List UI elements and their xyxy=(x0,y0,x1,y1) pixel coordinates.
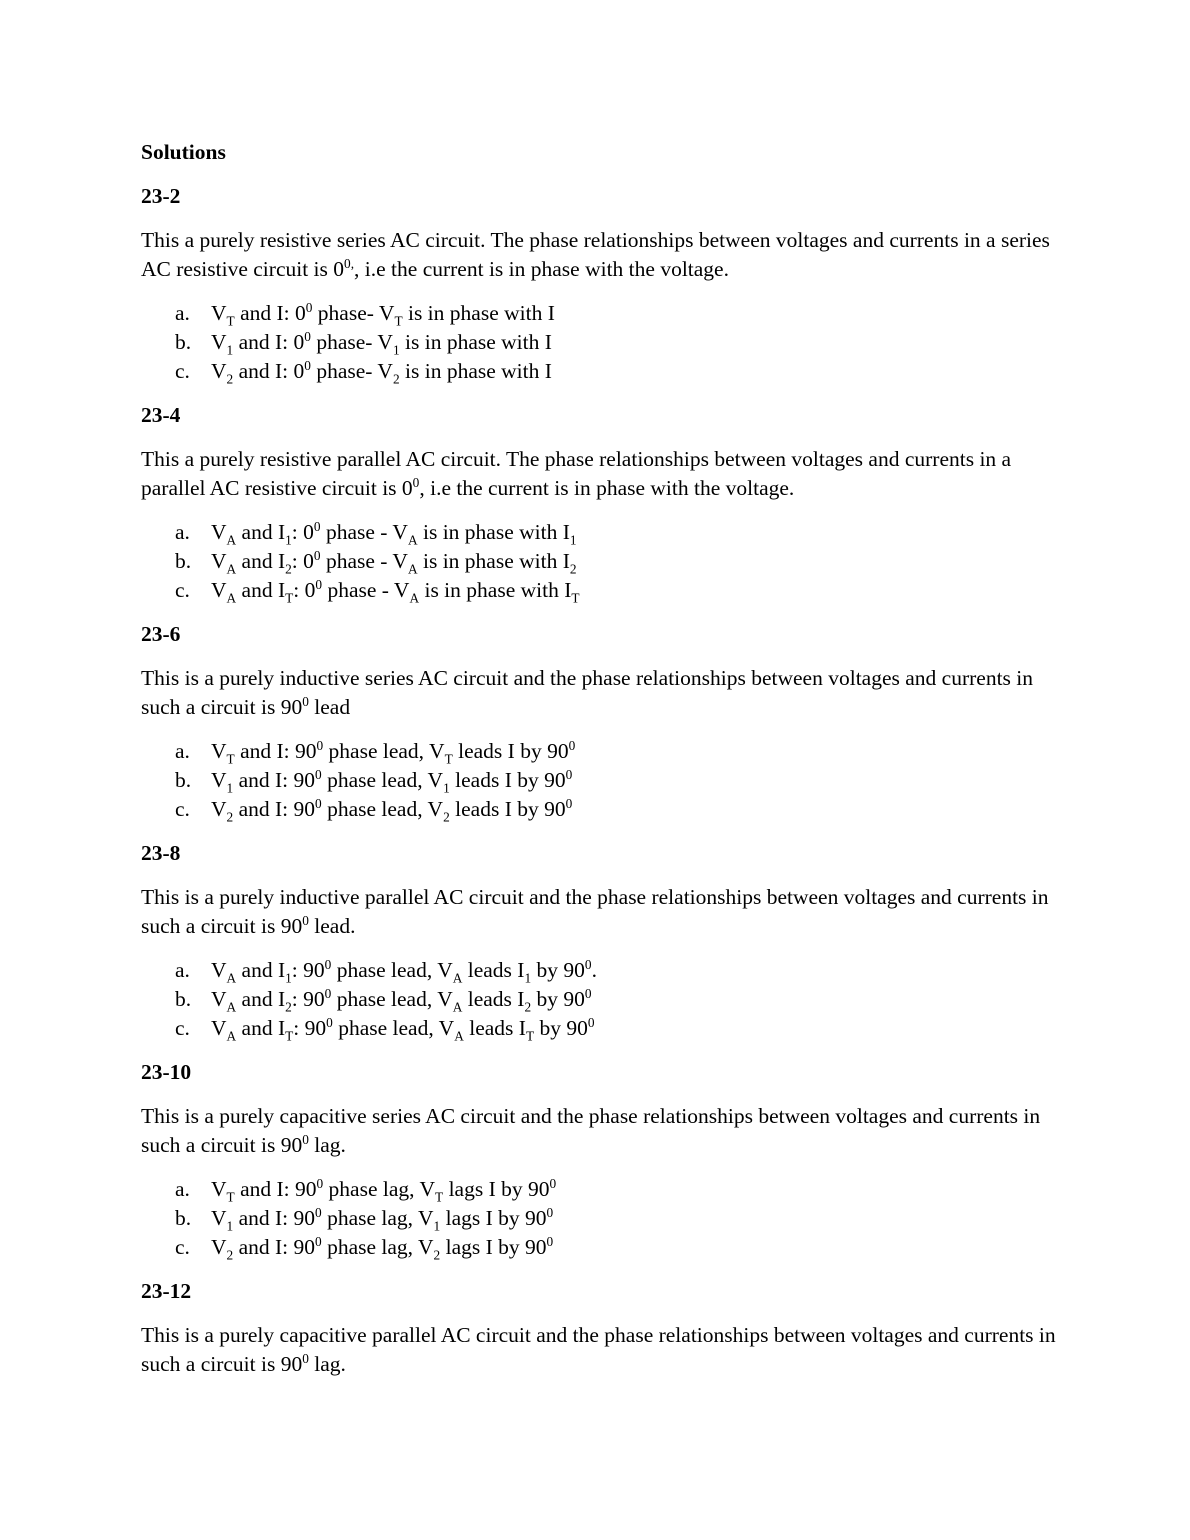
text-run: . xyxy=(591,958,597,982)
superscript: 0 xyxy=(568,737,576,753)
subscript: T xyxy=(226,1189,235,1205)
subscript: 1 xyxy=(285,970,292,986)
text-run: V xyxy=(211,520,227,544)
text-run: V xyxy=(211,549,227,573)
text-run: This is a purely inductive series AC circuit and the phase relationships between voltages and currents in such a circuit is 90 xyxy=(141,666,1034,719)
text-run: phase lead, V xyxy=(323,739,445,763)
answer-text xyxy=(211,299,1061,328)
answer-item xyxy=(141,1233,1061,1262)
subscript: T xyxy=(525,1028,535,1044)
superscript: 0 xyxy=(302,693,309,709)
text-run: phase lead, V xyxy=(331,987,453,1011)
section-heading: 23-2 xyxy=(141,184,181,208)
text-run: phase - V xyxy=(320,549,408,573)
text-run: and I xyxy=(236,987,286,1011)
list-marker: c. xyxy=(175,578,190,602)
superscript: 0 xyxy=(549,1175,557,1191)
answer-list xyxy=(141,299,1061,386)
subscript: 2 xyxy=(285,999,292,1015)
text-run: V xyxy=(211,958,227,982)
solution-section xyxy=(141,401,1061,605)
text-run: , i.e the current is in phase with the voltage. xyxy=(354,257,729,281)
text-run: leads I xyxy=(463,1016,526,1040)
text-run: V xyxy=(211,739,227,763)
list-marker: a. xyxy=(175,301,190,325)
text-run: V xyxy=(211,359,227,383)
text-run: phase lead, V xyxy=(321,768,444,792)
answer-item xyxy=(141,737,1061,766)
text-run: This is a purely inductive parallel AC circuit and the phase relationships between voltages and currents in such a circuit is 90 xyxy=(141,885,1049,938)
answer-item xyxy=(141,357,1061,386)
subscript: T xyxy=(285,590,294,606)
text-run: V xyxy=(211,1206,227,1230)
text-run: V xyxy=(211,987,227,1011)
answer-text xyxy=(211,328,1061,357)
subscript: T xyxy=(435,1189,444,1205)
section-paragraph xyxy=(141,445,1061,503)
text-run: V xyxy=(211,578,227,602)
text-run: V xyxy=(211,301,227,325)
text-run: lag. xyxy=(308,1133,346,1157)
subscript: T xyxy=(226,313,235,329)
superscript: 0 xyxy=(546,1233,554,1249)
section-heading: 23-4 xyxy=(141,403,181,427)
section-heading: 23-10 xyxy=(141,1060,192,1084)
subscript: A xyxy=(226,1028,237,1044)
text-run: is in phase with I xyxy=(399,330,552,354)
superscript: 0 xyxy=(546,1204,554,1220)
text-run: is in phase with I xyxy=(417,549,570,573)
subscript: 1 xyxy=(433,1218,441,1234)
text-run: phase- V xyxy=(310,359,393,383)
section-paragraph xyxy=(141,883,1061,941)
text-run: lag. xyxy=(308,1352,346,1376)
subscript: A xyxy=(452,999,463,1015)
text-run: phase - V xyxy=(320,520,408,544)
subscript: 1 xyxy=(285,532,292,548)
superscript: 0 xyxy=(313,518,321,534)
text-run: : 0 xyxy=(291,520,314,544)
list-marker: a. xyxy=(175,958,190,982)
text-run: , i.e the current is in phase with the voltage. xyxy=(419,476,795,500)
subscript: 1 xyxy=(226,342,234,358)
answer-text xyxy=(211,518,1061,547)
subscript: A xyxy=(226,999,237,1015)
list-marker: b. xyxy=(175,1206,192,1230)
answer-item xyxy=(141,518,1061,547)
subscript: A xyxy=(226,561,237,577)
solution-section xyxy=(141,1058,1061,1262)
answer-item xyxy=(141,547,1061,576)
superscript: 0 xyxy=(315,1233,322,1249)
superscript: 0 xyxy=(326,1014,333,1030)
subscript: 2 xyxy=(392,371,400,387)
subscript: 1 xyxy=(443,780,450,796)
text-run: leads I by 90 xyxy=(449,768,566,792)
subscript: T xyxy=(444,751,453,767)
subscript: T xyxy=(226,751,235,767)
superscript: 0 xyxy=(315,795,322,811)
answer-item xyxy=(141,576,1061,605)
answer-list xyxy=(141,518,1061,605)
subscript: A xyxy=(407,532,418,548)
superscript: 0, xyxy=(344,255,355,271)
subscript: 2 xyxy=(433,1247,441,1263)
subscript: T xyxy=(394,313,403,329)
superscript: 0 xyxy=(313,547,321,563)
superscript: 0 xyxy=(324,985,332,1001)
answer-list xyxy=(141,956,1061,1043)
text-run: and I: 90 xyxy=(233,797,316,821)
subscript: 2 xyxy=(569,561,577,577)
text-run: lead xyxy=(308,695,351,719)
text-run: and I xyxy=(236,1016,286,1040)
answer-text xyxy=(211,766,1061,795)
text-run: by 90 xyxy=(534,1016,588,1040)
answer-text xyxy=(211,547,1061,576)
list-marker: c. xyxy=(175,1235,190,1259)
answer-item xyxy=(141,328,1061,357)
text-run: This is a purely capacitive parallel AC circuit and the phase relationships between voltages and currents in such a circuit is 90 xyxy=(141,1323,1056,1376)
list-marker: b. xyxy=(175,549,192,573)
subscript: A xyxy=(409,590,420,606)
text-run: is in phase with I xyxy=(402,301,555,325)
subscript: A xyxy=(226,532,237,548)
text-run: and I: 0 xyxy=(234,301,306,325)
subscript: A xyxy=(452,970,463,986)
text-run: phase lag, V xyxy=(323,1177,436,1201)
text-run: is in phase with I xyxy=(417,520,570,544)
section-paragraph xyxy=(141,226,1061,284)
subscript: 2 xyxy=(285,561,292,577)
text-run: and I: 90 xyxy=(233,1235,316,1259)
superscript: 0 xyxy=(302,1131,309,1147)
superscript: 0 xyxy=(316,737,324,753)
text-run: lags I by 90 xyxy=(443,1177,550,1201)
text-run: leads I xyxy=(462,958,525,982)
text-run: phase- V xyxy=(310,330,393,354)
solution-section xyxy=(141,620,1061,824)
answer-text xyxy=(211,1204,1061,1233)
text-run: lags I by 90 xyxy=(440,1206,547,1230)
answer-item xyxy=(141,299,1061,328)
text-run: lead. xyxy=(308,914,356,938)
text-run: V xyxy=(211,768,227,792)
list-marker: a. xyxy=(175,520,190,544)
subscript: A xyxy=(407,561,418,577)
answer-text xyxy=(211,357,1061,386)
superscript: 0 xyxy=(324,956,332,972)
superscript: 0 xyxy=(584,956,592,972)
text-run: lags I by 90 xyxy=(440,1235,547,1259)
text-run: phase lead, V xyxy=(332,1016,455,1040)
text-run: V xyxy=(211,330,227,354)
section-heading: 23-8 xyxy=(141,841,181,865)
subscript: 2 xyxy=(226,1247,234,1263)
text-run: and I: 0 xyxy=(233,359,305,383)
section-heading: 23-12 xyxy=(141,1279,192,1303)
subscript: A xyxy=(226,590,237,606)
text-run: and I xyxy=(236,578,286,602)
superscript: 0 xyxy=(565,795,573,811)
text-run: and I: 90 xyxy=(234,739,317,763)
list-marker: c. xyxy=(175,1016,190,1040)
superscript: 0 xyxy=(315,766,322,782)
superscript: 0 xyxy=(302,912,309,928)
answer-item xyxy=(141,956,1061,985)
subscript: 2 xyxy=(524,999,532,1015)
section-heading: 23-6 xyxy=(141,622,181,646)
subscript: 2 xyxy=(226,809,234,825)
list-marker: b. xyxy=(175,987,192,1011)
text-run: : 90 xyxy=(293,1016,327,1040)
answer-text xyxy=(211,1175,1061,1204)
answer-item xyxy=(141,795,1061,824)
answer-item xyxy=(141,1204,1061,1233)
list-marker: a. xyxy=(175,1177,190,1201)
answer-text xyxy=(211,737,1061,766)
text-run: and I: 0 xyxy=(233,330,305,354)
text-run: V xyxy=(211,1016,227,1040)
superscript: 0 xyxy=(587,1014,595,1030)
text-run: phase lag, V xyxy=(321,1206,434,1230)
answer-item xyxy=(141,1014,1061,1043)
text-run: and I: 90 xyxy=(234,1177,317,1201)
page-title: Solutions xyxy=(141,140,226,164)
subscript: 2 xyxy=(226,371,234,387)
solution-section xyxy=(141,182,1061,386)
text-run: leads I by 90 xyxy=(452,739,569,763)
superscript: 0 xyxy=(304,357,311,373)
text-run: phase lead, V xyxy=(331,958,453,982)
text-run: V xyxy=(211,1177,227,1201)
text-run: : 0 xyxy=(293,578,316,602)
text-run: and I: 90 xyxy=(233,1206,316,1230)
list-marker: c. xyxy=(175,797,190,821)
superscript: 0 xyxy=(305,299,313,315)
list-marker: b. xyxy=(175,330,192,354)
subscript: 2 xyxy=(443,809,450,825)
text-run: : 0 xyxy=(291,549,314,573)
text-run: : 90 xyxy=(291,987,325,1011)
text-run: leads I by 90 xyxy=(449,797,566,821)
section-paragraph xyxy=(141,1321,1061,1379)
answer-text xyxy=(211,1014,1061,1043)
text-run: by 90 xyxy=(531,987,585,1011)
text-run: is in phase with I xyxy=(419,578,572,602)
answer-text xyxy=(211,795,1061,824)
text-run: This is a purely capacitive series AC circuit and the phase relationships between voltages and currents in such a circuit is 90 xyxy=(141,1104,1041,1157)
answer-list xyxy=(141,1175,1061,1262)
text-run: phase lead, V xyxy=(321,797,444,821)
text-run: and I xyxy=(236,520,286,544)
text-run: V xyxy=(211,1235,227,1259)
text-run: : 90 xyxy=(291,958,325,982)
subscript: T xyxy=(285,1028,294,1044)
text-run: This a purely resistive parallel AC circuit. The phase relationships between voltages and currents in a parallel AC resistive circuit is 0 xyxy=(141,447,1012,500)
superscript: 0 xyxy=(316,1175,324,1191)
superscript: 0 xyxy=(315,1204,322,1220)
answer-text xyxy=(211,1233,1061,1262)
subscript: T xyxy=(571,590,580,606)
subscript: 1 xyxy=(226,780,234,796)
superscript: 0 xyxy=(584,985,592,1001)
subscript: 1 xyxy=(226,1218,234,1234)
answer-text xyxy=(211,576,1061,605)
text-run: and I xyxy=(236,958,286,982)
text-run: by 90 xyxy=(531,958,585,982)
subscript: A xyxy=(454,1028,464,1044)
section-paragraph xyxy=(141,664,1061,722)
subscript: 1 xyxy=(392,342,400,358)
solution-section xyxy=(141,839,1061,1043)
list-marker: b. xyxy=(175,768,192,792)
answer-item xyxy=(141,985,1061,1014)
answer-text xyxy=(211,956,1061,985)
answer-text xyxy=(211,985,1061,1014)
subscript: 1 xyxy=(524,970,532,986)
answer-list xyxy=(141,737,1061,824)
text-run: is in phase with I xyxy=(399,359,552,383)
text-run: and I xyxy=(236,549,286,573)
superscript: 0 xyxy=(302,1350,309,1366)
superscript: 0 xyxy=(565,766,573,782)
text-run: This a purely resistive series AC circuit. The phase relationships between voltages and currents in a series AC resistive circuit is 0 xyxy=(141,228,1050,281)
text-run: phase - V xyxy=(322,578,410,602)
solutions-list xyxy=(141,182,1061,1379)
section-paragraph xyxy=(141,1102,1061,1160)
answer-item xyxy=(141,766,1061,795)
text-run: leads I xyxy=(462,987,525,1011)
subscript: A xyxy=(226,970,237,986)
superscript: 0 xyxy=(412,474,420,490)
list-marker: a. xyxy=(175,739,190,763)
text-run: phase lag, V xyxy=(321,1235,434,1259)
solution-section xyxy=(141,1277,1061,1379)
superscript: 0 xyxy=(315,576,323,592)
text-run: V xyxy=(211,797,227,821)
text-run: and I: 90 xyxy=(233,768,316,792)
list-marker: c. xyxy=(175,359,190,383)
subscript: 1 xyxy=(569,532,577,548)
superscript: 0 xyxy=(304,328,311,344)
answer-item xyxy=(141,1175,1061,1204)
document-page xyxy=(141,138,1061,1394)
text-run: phase- V xyxy=(312,301,395,325)
